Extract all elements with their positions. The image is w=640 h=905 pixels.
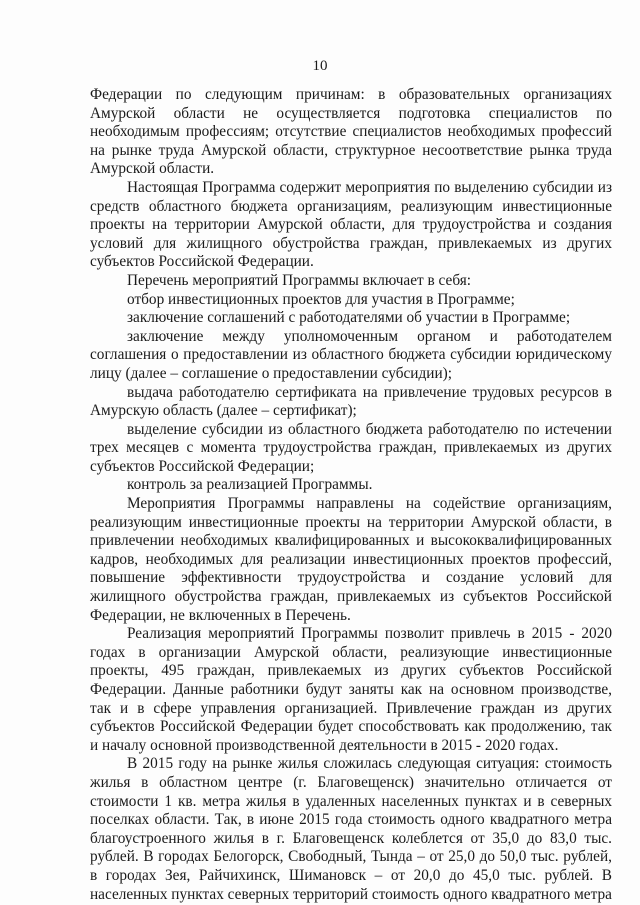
paragraph-housing-market: В 2015 году на рынке жилья сложилась следующая ситуация: стоимость жилья в областном центре (г. Благовещенск) значительно отличается от стоимости 1 кв. метра жилья в удаленных населенных пунктах и в северных поселках области. Так, в июне 2015 года стоимость одного квадратного метра благоустроенного жилья в г. Благовещенск колеблется от 35,0 до 83,0 тыс. рублей. В городах Белогорск, Свободный, Тында – от 25,0 до 50,0 тыс. рублей, в городах Зея, Райчихинск, Шимановск – от 20,0 до 45,0 тыс. рублей. В населенных пунктах северных территорий стоимость одного квадратного метра <box>90 755 612 903</box>
list-item: заключение соглашений с работодателями об участии в Программе; <box>127 309 571 327</box>
paragraph-program-content: Настоящая Программа содержит мероприятия по выделению субсидии из средств областного бюджета организациям, реализующим инвестиционные проекты на территории Амурской области, для трудоустройства и создания условий для жилищного обустройства граждан, привлекаемых из других субъектов Российской Федерации. <box>90 178 612 271</box>
paragraph-measures-aim: Мероприятия Программы направлены на содействие организациям, реализующим инвестиционные проекты на территории Амурской области, в привлечении необходимых квалифицированных и высококвалифицированных кадров, необходимых для реализации инвестиционных проектов профессий, повышение эффективности трудоустройства и создание условий для жилищного обустройства граждан, привлекаемых из субъектов Российской Федерации, не включенных в Перечень. <box>90 495 612 624</box>
list-item: заключение между уполномоченным органом и работодателем соглашения о предоставлении из областного бюджета субсидии юридическому лицу (далее – соглашение о предоставлении субсидии); <box>90 327 612 382</box>
list-item: выделение субсидии из областного бюджета работодателю по истечении трех месяцев с момента трудоустройства граждан, привлекаемых из других субъектов Российской Федерации; <box>90 420 612 475</box>
paragraph-implementation: Реализация мероприятий Программы позволит привлечь в 2015 - 2020 годах в организации Амурской области, реализующие инвестиционные проекты, 495 граждан, привлекаемых из других субъектов Российской Федерации. Данные работники будут заняты как на основном производстве, так и в сфере управления организацией. Привлечение граждан из других субъектов Российской Федерации будет способствовать как продолжению, так и началу основной производственной деятельности в 2015 - 2020 годах. <box>90 625 612 754</box>
list-item: выдача работодателю сертификата на привлечение трудовых ресурсов в Амурскую область (далее – сертификат); <box>90 383 612 420</box>
document-body <box>90 86 612 904</box>
list-item: контроль за реализацией Программы. <box>127 476 373 494</box>
paragraph-continuation: Федерации по следующим причинам: в образовательных организациях Амурской области не осуществляется подготовка специалистов по необходимым профессиям; отсутствие специалистов необходимых профессий на рынке труда Амурской области, структурное несоответствие рынка труда Амурской области. <box>90 86 612 178</box>
list-item: отбор инвестиционных проектов для участия в Программе; <box>127 290 515 308</box>
paragraph-list-intro: Перечень мероприятий Программы включает в себя: <box>127 271 472 289</box>
page-number: 10 <box>312 58 328 74</box>
